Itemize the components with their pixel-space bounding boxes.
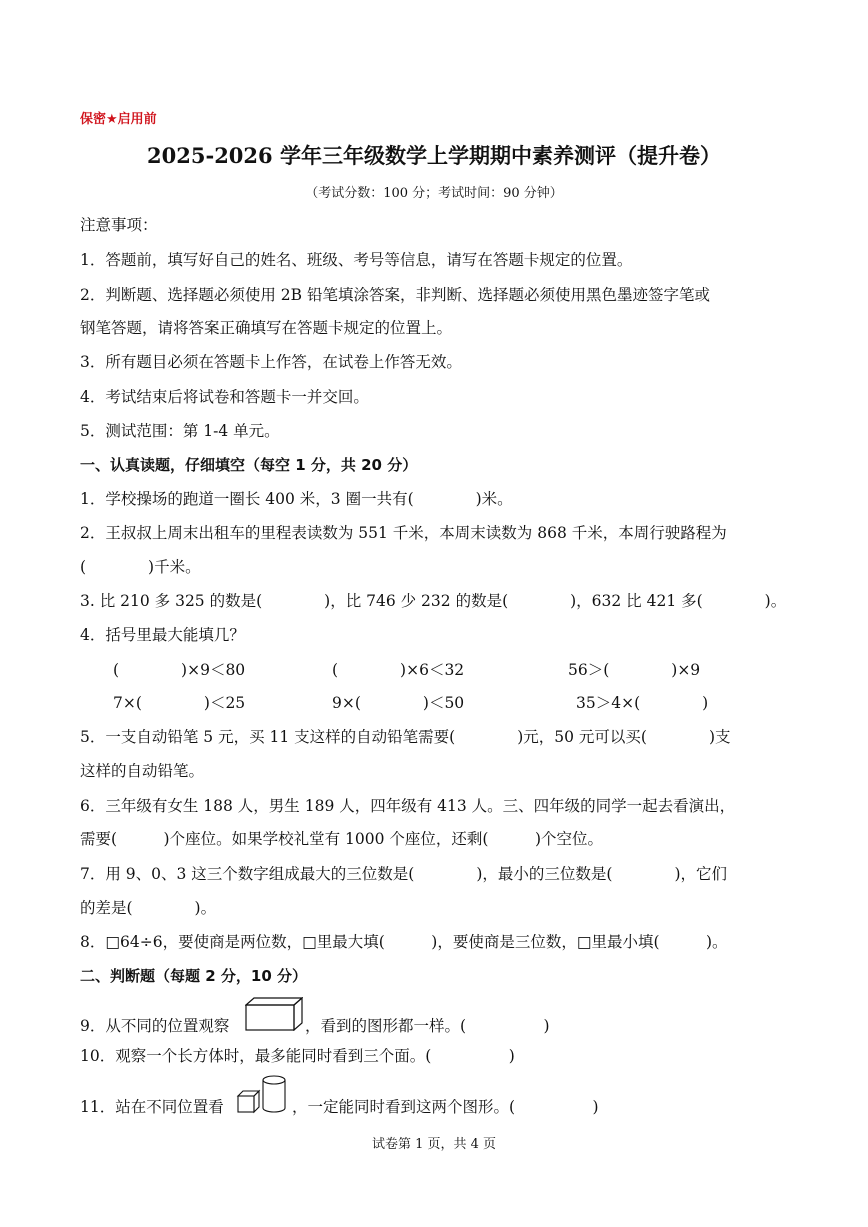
q9-text-b: ，看到的图形都一样。( ) bbox=[305, 1017, 550, 1035]
exam-subtitle: （考试分数：100 分；考试时间：90 分钟） bbox=[305, 186, 563, 201]
page-footer: 试卷第 1 页，共 4 页 bbox=[371, 1137, 497, 1152]
question-line: 1．学校操场的跑道一圈长 400 米，3 圈一共有( )米。 bbox=[80, 490, 513, 508]
note-item: 3．所有题目必须在答题卡上作答，在试卷上作答无效。 bbox=[80, 353, 462, 371]
note-item: 5．测试范围：第 1-4 单元。 bbox=[80, 422, 280, 440]
question-line: 5．一支自动铅笔 5 元，买 11 支这样的自动铅笔需要( )元，50 元可以买( )支 bbox=[80, 728, 731, 746]
q11-text-b: ，一定能同时看到这两个图形。( ) bbox=[292, 1098, 599, 1116]
q11-text-a: 11．站在不同位置看 bbox=[80, 1098, 224, 1116]
section2-heading: 二、判断题（每题 2 分，10 分） bbox=[80, 967, 307, 985]
question-line: 2．王叔叔上周末出租车的里程表读数为 551 千米，本周末读数为 868 千米，本周行驶路程为 bbox=[80, 524, 727, 542]
question-line: 需要( )个座位。如果学校礼堂有 1000 个座位，还剩( )个空位。 bbox=[80, 830, 603, 848]
q4-item: 56＞( )×9 bbox=[568, 661, 701, 679]
q4-item: ( )×9＜80 bbox=[113, 661, 246, 679]
notes-heading: 注意事项： bbox=[80, 216, 158, 234]
q10-text: 10．观察一个长方体时，最多能同时看到三个面。( ) bbox=[80, 1047, 515, 1065]
q4-item: ( )×6＜32 bbox=[332, 661, 465, 679]
q4-item: 7×( )＜25 bbox=[113, 694, 246, 712]
cube-and-cylinder-figure bbox=[236, 1074, 290, 1114]
question-line: ( )千米。 bbox=[80, 558, 201, 576]
question-line: 4．括号里最大能填几？ bbox=[80, 626, 245, 644]
confidential-mark: 保密★启用前 bbox=[80, 112, 157, 127]
note-item: 1．答题前，填写好自己的姓名、班级、考号等信息，请写在答题卡规定的位置。 bbox=[80, 251, 633, 269]
q9-text-a: 9．从不同的位置观察 bbox=[80, 1017, 230, 1035]
question-line: 这样的自动铅笔。 bbox=[80, 762, 205, 780]
section1-heading: 一、认真读题，仔细填空（每空 1 分，共 20 分） bbox=[80, 456, 418, 474]
cuboid-figure bbox=[245, 997, 303, 1031]
q4-item: 9×( )＜50 bbox=[332, 694, 465, 712]
question-line: 3. 比 210 多 325 的数是( )，比 746 少 232 的数是( )，632 比 421 多( )。 bbox=[80, 592, 787, 610]
question-line: 8．□64÷6，要使商是两位数，□里最大填( )，要使商是三位数，□里最小填( )。 bbox=[80, 933, 728, 951]
exam-title: 2025-2026 学年三年级数学上学期期中素养测评（提升卷） bbox=[147, 143, 721, 168]
question-line: 的差是( )。 bbox=[80, 899, 217, 917]
note-item: 4．考试结束后将试卷和答题卡一并交回。 bbox=[80, 388, 369, 406]
note-item: 2．判断题、选择题必须使用 2B 铅笔填涂答案，非判断、选择题必须使用黑色墨迹签字笔或 bbox=[80, 286, 710, 304]
note-item: 钢笔答题，请将答案正确填写在答题卡规定的位置上。 bbox=[80, 319, 453, 337]
q4-item: 35＞4×( ) bbox=[576, 694, 709, 712]
question-line: 7．用 9、0、3 这三个数字组成最大的三位数是( )，最小的三位数是( )，它们 bbox=[80, 865, 727, 883]
question-line: 6．三年级有女生 188 人，男生 189 人，四年级有 413 人。三、四年级的同学一起去看演出， bbox=[80, 797, 736, 815]
